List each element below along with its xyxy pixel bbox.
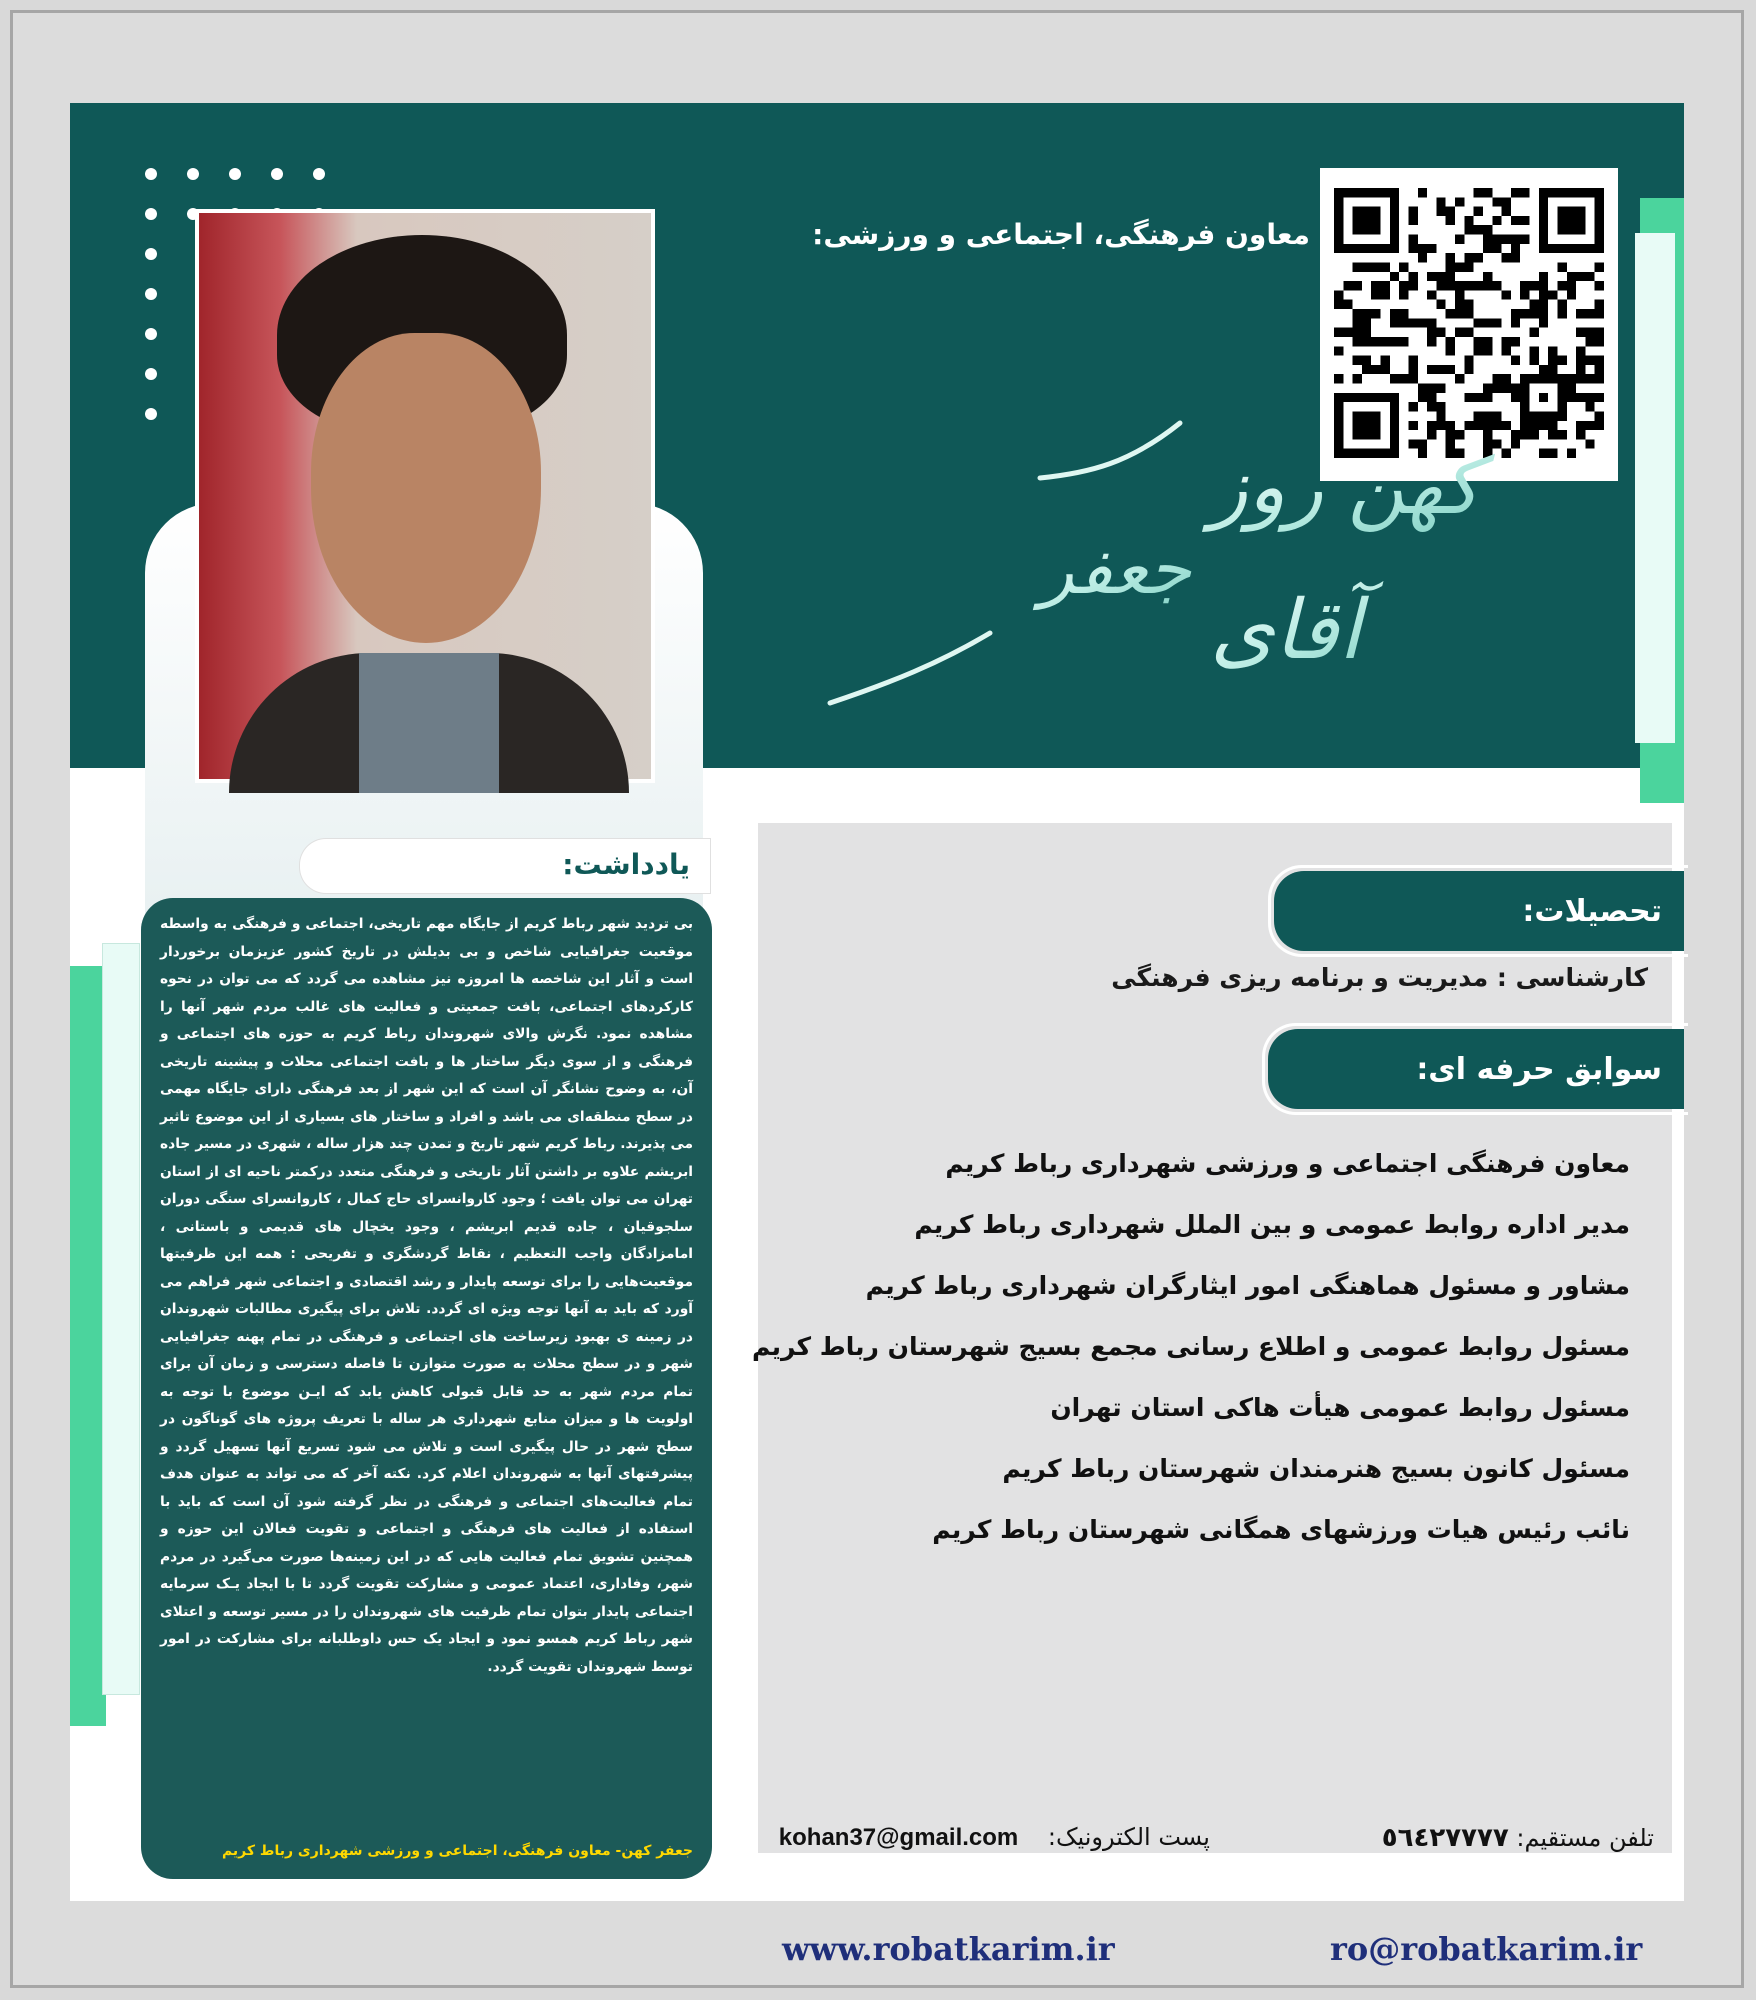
education-heading-text: تحصیلات:: [1522, 893, 1662, 929]
career-list: [690, 1133, 1630, 1560]
footer-website-link[interactable]: www.robatkarim.ir: [782, 1930, 1115, 1968]
qr-code[interactable]: [1320, 168, 1618, 481]
footer-email-link[interactable]: ro@robatkarim.ir: [1330, 1930, 1643, 1968]
career-item: معاون فرهنگی اجتماعی و ورزشی شهرداری رباط کریم: [945, 1149, 1630, 1178]
email-address[interactable]: kohan37@gmail.com: [778, 1824, 1019, 1851]
note-body: بی تردید شهر رباط کریم از جایگاه مهم تاریخی، اجتماعی و فرهنگی به واسطه موقعیت جغرافیایی شاخص و بی بدیلش در تاریخ کشور عزیزمان برخوردار است و آثار این شاخصه ها امروزه نیز مشاهده می گردد که می توان در نحوه کارکردهای اجتماعی، بافت جمعیتی و فعالیت های غالب مردم شهر آنها را مشاهده نمود. نگرش والای شهروندان رباط کریم به حوزه های اجتماعی و فرهنگی و از سوی دیگر ساختار ها و بافت اجتماعی محلات و پیشینه تاریخی آن، به وضوح نشانگر آن است که این شهر از بعد فرهنگی دارای جایگاه مهمی در سطح منطقه‌ای می باشد و افراد و ساختار های بسیاری از این موضوع تاثیر می پذیرند. رباط کریم شهر تاریخ و تمدن چند هزار ساله ، شهری در مسیر جاده ابریشم علاوه بر داشتن آثار تاریخی و فرهنگی متعدد درکمتر ناحیه ای از استان تهران می توان یافت ؛ وجود کاروانسرای حاج کمال ، کاروانسرای سنگی دوران سلجوقیان ، جاده قدیم ابریشم ، وجود یخچال های قدیمی و باستانی ، امامزادگان واجب التعظیم ، نقاط گردشگری و تفریحی : همه این ظرفیتها موقعیت‌هایی را برای توسعه پایدار و رشد اقتصادی و اجتماعی شهر فراهم می آورد که باید به آنها توجه ویژه ای گردد. تلاش برای پیگیری مطالبات شهروندان در زمینه ی بهبود زیرساخت های اجتماعی و فرهنگی در تمام پهنه جغرافیایی شهر و در سطح محلات به صورت متوازن تا فاصله دسترسی و زمان آن برای تمام مردم شهر به حد قابل قبولی کاهش یابد که ایـن موضوع با توجه به اولویت ها و میزان منابع شهرداری هر ساله با تعریف پروژه های گوناگون در سطح شهر در حال پیگیری است و تلاش می شود تسریع آنها تسهیل گردد و پیشرفتهای آنها به شهروندان اعلام کرد. نکته آخر که می تواند به عنوان هدف تمام فعالیت‌های اجتماعی و فرهنگی در نظر گرفته شود آن است که باید با استفاده از فعالیت های فرهنگی و اجتماعی و تقویت فعالان این حوزه و همچنین تشویق تمام فعالیت هایی که در این زمینه‌ها صورت می‌گیرد در مردم شهر، وفاداری، اعتماد عمومی و مشارکت تقویت گردد تا با ایجاد یـک سرمایه اجتماعی پایدار بتوان تمام ظرفیت های شهروندان را در مسیر توسعه و اعتلای شهر رباط کریم همسو نمود و ایجاد یک حس داوطلبانه برای مشارکت در امور توسط شهروندان تقویت گردد.: [160, 916, 693, 1675]
qr-code-image: [1334, 182, 1604, 464]
phone-number[interactable]: ٥٦٤٢٧٧٧٧: [1381, 1823, 1509, 1853]
left-accent-bar-light: [102, 943, 140, 1695]
email-label: پست الکترونیک:: [1047, 1823, 1210, 1851]
career-item: مشاور و مسئول هماهنگی امور ایثارگران شهرداری رباط کریم: [865, 1271, 1630, 1300]
left-accent-bar: [70, 966, 106, 1726]
email-contact: [770, 1823, 1210, 1852]
education-degree: کارشناسی : مدیریت و برنامه ریزی فرهنگی: [1111, 963, 1648, 992]
role-title: معاون فرهنگی، اجتماعی و ورزشی:: [812, 218, 1310, 251]
name-calligraphy: [710, 403, 1481, 723]
career-heading: [1268, 1029, 1684, 1109]
career-item: نائب رئیس هیات ورزشهای همگانی شهرستان رباط کریم: [932, 1515, 1630, 1544]
career-item: مسئول کانون بسیج هنرمندان شهرستان رباط کریم: [1002, 1454, 1630, 1483]
calligraphy-surname: کهن روز: [1210, 442, 1481, 532]
profile-photo: [195, 209, 655, 783]
note-heading: یادداشت:: [562, 848, 690, 881]
note-signature: جعفر کهن- معاون فرهنگی، اجتماعی و ورزشی شهرداری رباط کریم: [221, 1843, 693, 1859]
calligraphy-firstname: جعفر: [1040, 528, 1192, 610]
career-item: مدیر اداره روابط عمومی و بین الملل شهرداری رباط کریم: [914, 1210, 1630, 1239]
phone-label: تلفن مستقیم:: [1516, 1824, 1654, 1852]
career-heading-text: سوابق حرفه ای:: [1416, 1051, 1662, 1087]
phone-contact: [1260, 1823, 1654, 1853]
profile-sheet: [70, 103, 1684, 1901]
career-item: مسئول روابط عمومی و اطلاع رسانی مجمع بسیج شهرستان رباط کریم: [752, 1332, 1630, 1361]
right-accent-bar-light: [1635, 233, 1675, 743]
career-item: مسئول روابط عمومی هیأت هاکی استان تهران: [1050, 1393, 1630, 1422]
calligraphy-honorific: آقای: [1210, 583, 1362, 678]
education-heading: [1274, 871, 1684, 951]
